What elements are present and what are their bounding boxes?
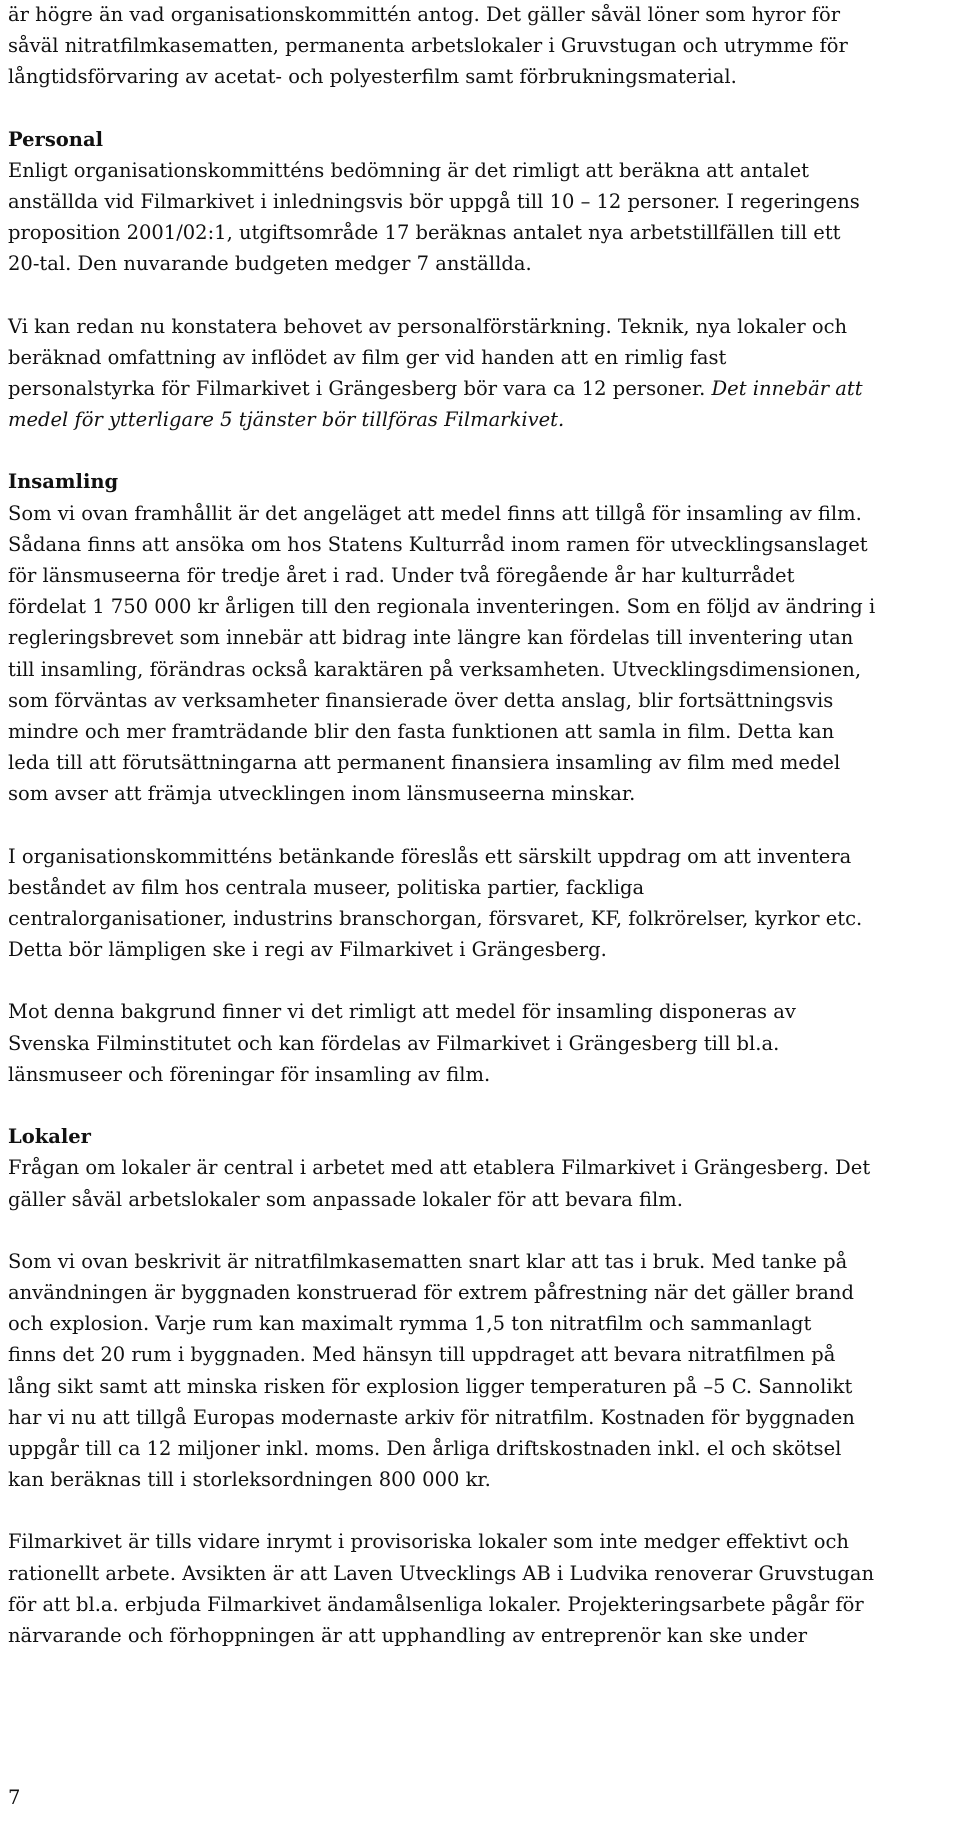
text-line: Frågan om lokaler är central i arbetet med att etablera Filmarkivet i Grängesberg. Det <box>8 1156 871 1180</box>
text-line: som förväntas av verksamheter finansierade över detta anslag, blir fortsättningsvis <box>8 688 834 712</box>
text-line: Filmarkivet är tills vidare inrymt i provisoriska lokaler som inte medger effektivt och <box>8 1530 849 1554</box>
text-line: och explosion. Varje rum kan maximalt rymma 1,5 ton nitratfilm och sammanlagt <box>8 1312 812 1336</box>
paragraph-spacer <box>8 435 948 466</box>
text-run: personalstyrka för Filmarkivet i Grängesberg bör vara ca 12 personer. <box>8 377 712 401</box>
text-line <box>8 404 948 435</box>
text-line: beräknad omfattning av inflödet av film ger vid handen att en rimlig fast <box>8 345 727 369</box>
text-line: Detta bör lämpligen ske i regi av Filmarkivet i Grängesberg. <box>8 938 607 962</box>
lokaler-paragraph-3 <box>8 1526 948 1651</box>
text-line: som avser att främja utvecklingen inom länsmuseerna minskar. <box>8 782 636 806</box>
insamling-paragraph-3 <box>8 996 948 1090</box>
text-line: finns det 20 rum i byggnaden. Med hänsyn till uppdraget att bevara nitratfilmen på <box>8 1343 836 1367</box>
paragraph-spacer <box>8 1215 948 1246</box>
text-line: I organisationskommitténs betänkande föreslås ett särskilt uppdrag om att inventera <box>8 844 852 868</box>
text-line: Svenska Filminstitutet och kan fördelas av Filmarkivet i Grängesberg till bl.a. <box>8 1031 780 1055</box>
page-number: 7 <box>8 1786 21 1809</box>
text-line: beståndet av film hos centrala museer, politiska partier, fackliga <box>8 875 645 899</box>
intro-paragraph <box>8 0 948 93</box>
text-line: Sådana finns att ansöka om hos Statens Kulturråd inom ramen för utvecklingsanslaget <box>8 532 868 556</box>
insamling-paragraph-2 <box>8 841 948 966</box>
text-line: rationellt arbete. Avsikten är att Laven Utvecklings AB i Ludvika renoverar Gruvstugan <box>8 1561 875 1585</box>
insamling-paragraph-1 <box>8 498 948 810</box>
text-line: såväl nitratfilmkasematten, permanenta arbetslokaler i Gruvstugan och utrymme för <box>8 34 848 58</box>
paragraph-spacer <box>8 93 948 124</box>
paragraph-spacer <box>8 1495 948 1526</box>
paragraph-spacer <box>8 810 948 841</box>
emphasis-text: Det innebär att <box>711 377 863 401</box>
text-line: till insamling, förändras också karaktären på verksamheten. Utvecklingsdimensionen, <box>8 657 862 681</box>
text-line: uppgår till ca 12 miljoner inkl. moms. Den årliga driftskostnaden inkl. el och skötsel <box>8 1436 842 1460</box>
text-line: långtidsförvaring av acetat- och polyesterfilm samt förbrukningsmaterial. <box>8 65 737 89</box>
paragraph-spacer <box>8 1090 948 1121</box>
paragraph-spacer <box>8 280 948 311</box>
text-line: leda till att förutsättningarna att permanent finansiera insamling av film med medel <box>8 751 841 775</box>
text-line: proposition 2001/02:1, utgiftsområde 17 beräknas antalet nya arbetstillfällen till ett <box>8 221 841 245</box>
text-line: närvarande och förhoppningen är att upphandling av entreprenör kan ske under <box>8 1623 808 1647</box>
paragraph-spacer <box>8 965 948 996</box>
section-heading-lokaler: Lokaler <box>8 1125 91 1149</box>
section-heading-insamling: Insamling <box>8 470 119 494</box>
document-page <box>8 0 948 1651</box>
text-line: anställda vid Filmarkivet i inledningsvis bör uppgå till 10 – 12 personer. I regeringens <box>8 190 860 214</box>
text-line: kan beräknas till i storleksordningen 800 000 kr. <box>8 1468 491 1492</box>
text-line: för länsmuseerna för tredje året i rad. Under två föregående år har kulturrådet <box>8 564 795 588</box>
text-line: Som vi ovan framhållit är det angeläget att medel finns att tillgå för insamling av film. <box>8 501 862 525</box>
text-line: mindre och mer framträdande blir den fasta funktionen att samla in film. Detta kan <box>8 720 835 744</box>
text-line: länsmuseer och föreningar för insamling av film. <box>8 1062 491 1086</box>
emphasis-text: medel för ytterligare 5 tjänster bör tillföras Filmarkivet. <box>8 408 565 432</box>
text-line: fördelat 1 750 000 kr årligen till den regionala inventeringen. Som en följd av ändring i <box>8 595 876 619</box>
text-line: har vi nu att tillgå Europas modernaste arkiv för nitratfilm. Kostnaden för byggnaden <box>8 1405 855 1429</box>
text-line: Enligt organisationskommitténs bedömning är det rimligt att beräkna att antalet <box>8 158 809 182</box>
lokaler-paragraph-1 <box>8 1152 948 1214</box>
text-line: är högre än vad organisationskommittén antog. Det gäller såväl löner som hyror för <box>8 3 841 26</box>
text-line: Mot denna bakgrund finner vi det rimligt att medel för insamling disponeras av <box>8 1000 796 1024</box>
personal-paragraph-1 <box>8 155 948 280</box>
text-line: 20-tal. Den nuvarande budgeten medger 7 anställda. <box>8 252 532 276</box>
text-line: regleringsbrevet som innebär att bidrag inte längre kan fördelas till inventering utan <box>8 626 854 650</box>
text-line: gäller såväl arbetslokaler som anpassade lokaler för att bevara film. <box>8 1187 683 1211</box>
text-line: för att bl.a. erbjuda Filmarkivet ändamålsenliga lokaler. Projekteringsarbete pågår för <box>8 1592 864 1616</box>
text-line: Vi kan redan nu konstatera behovet av personalförstärkning. Teknik, nya lokaler och <box>8 314 848 338</box>
lokaler-paragraph-2 <box>8 1246 948 1496</box>
text-line: användningen är byggnaden konstruerad för extrem påfrestning när det gäller brand <box>8 1280 854 1304</box>
section-heading-personal: Personal <box>8 127 104 151</box>
text-line: Som vi ovan beskrivit är nitratfilmkasematten snart klar att tas i bruk. Med tanke på <box>8 1249 848 1273</box>
personal-paragraph-2 <box>8 311 948 436</box>
text-line: lång sikt samt att minska risken för explosion ligger temperaturen på –5 C. Sannolikt <box>8 1374 853 1398</box>
text-line: centralorganisationer, industrins branschorgan, försvaret, KF, folkrörelser, kyrkor etc. <box>8 907 863 931</box>
text-line <box>8 373 948 404</box>
